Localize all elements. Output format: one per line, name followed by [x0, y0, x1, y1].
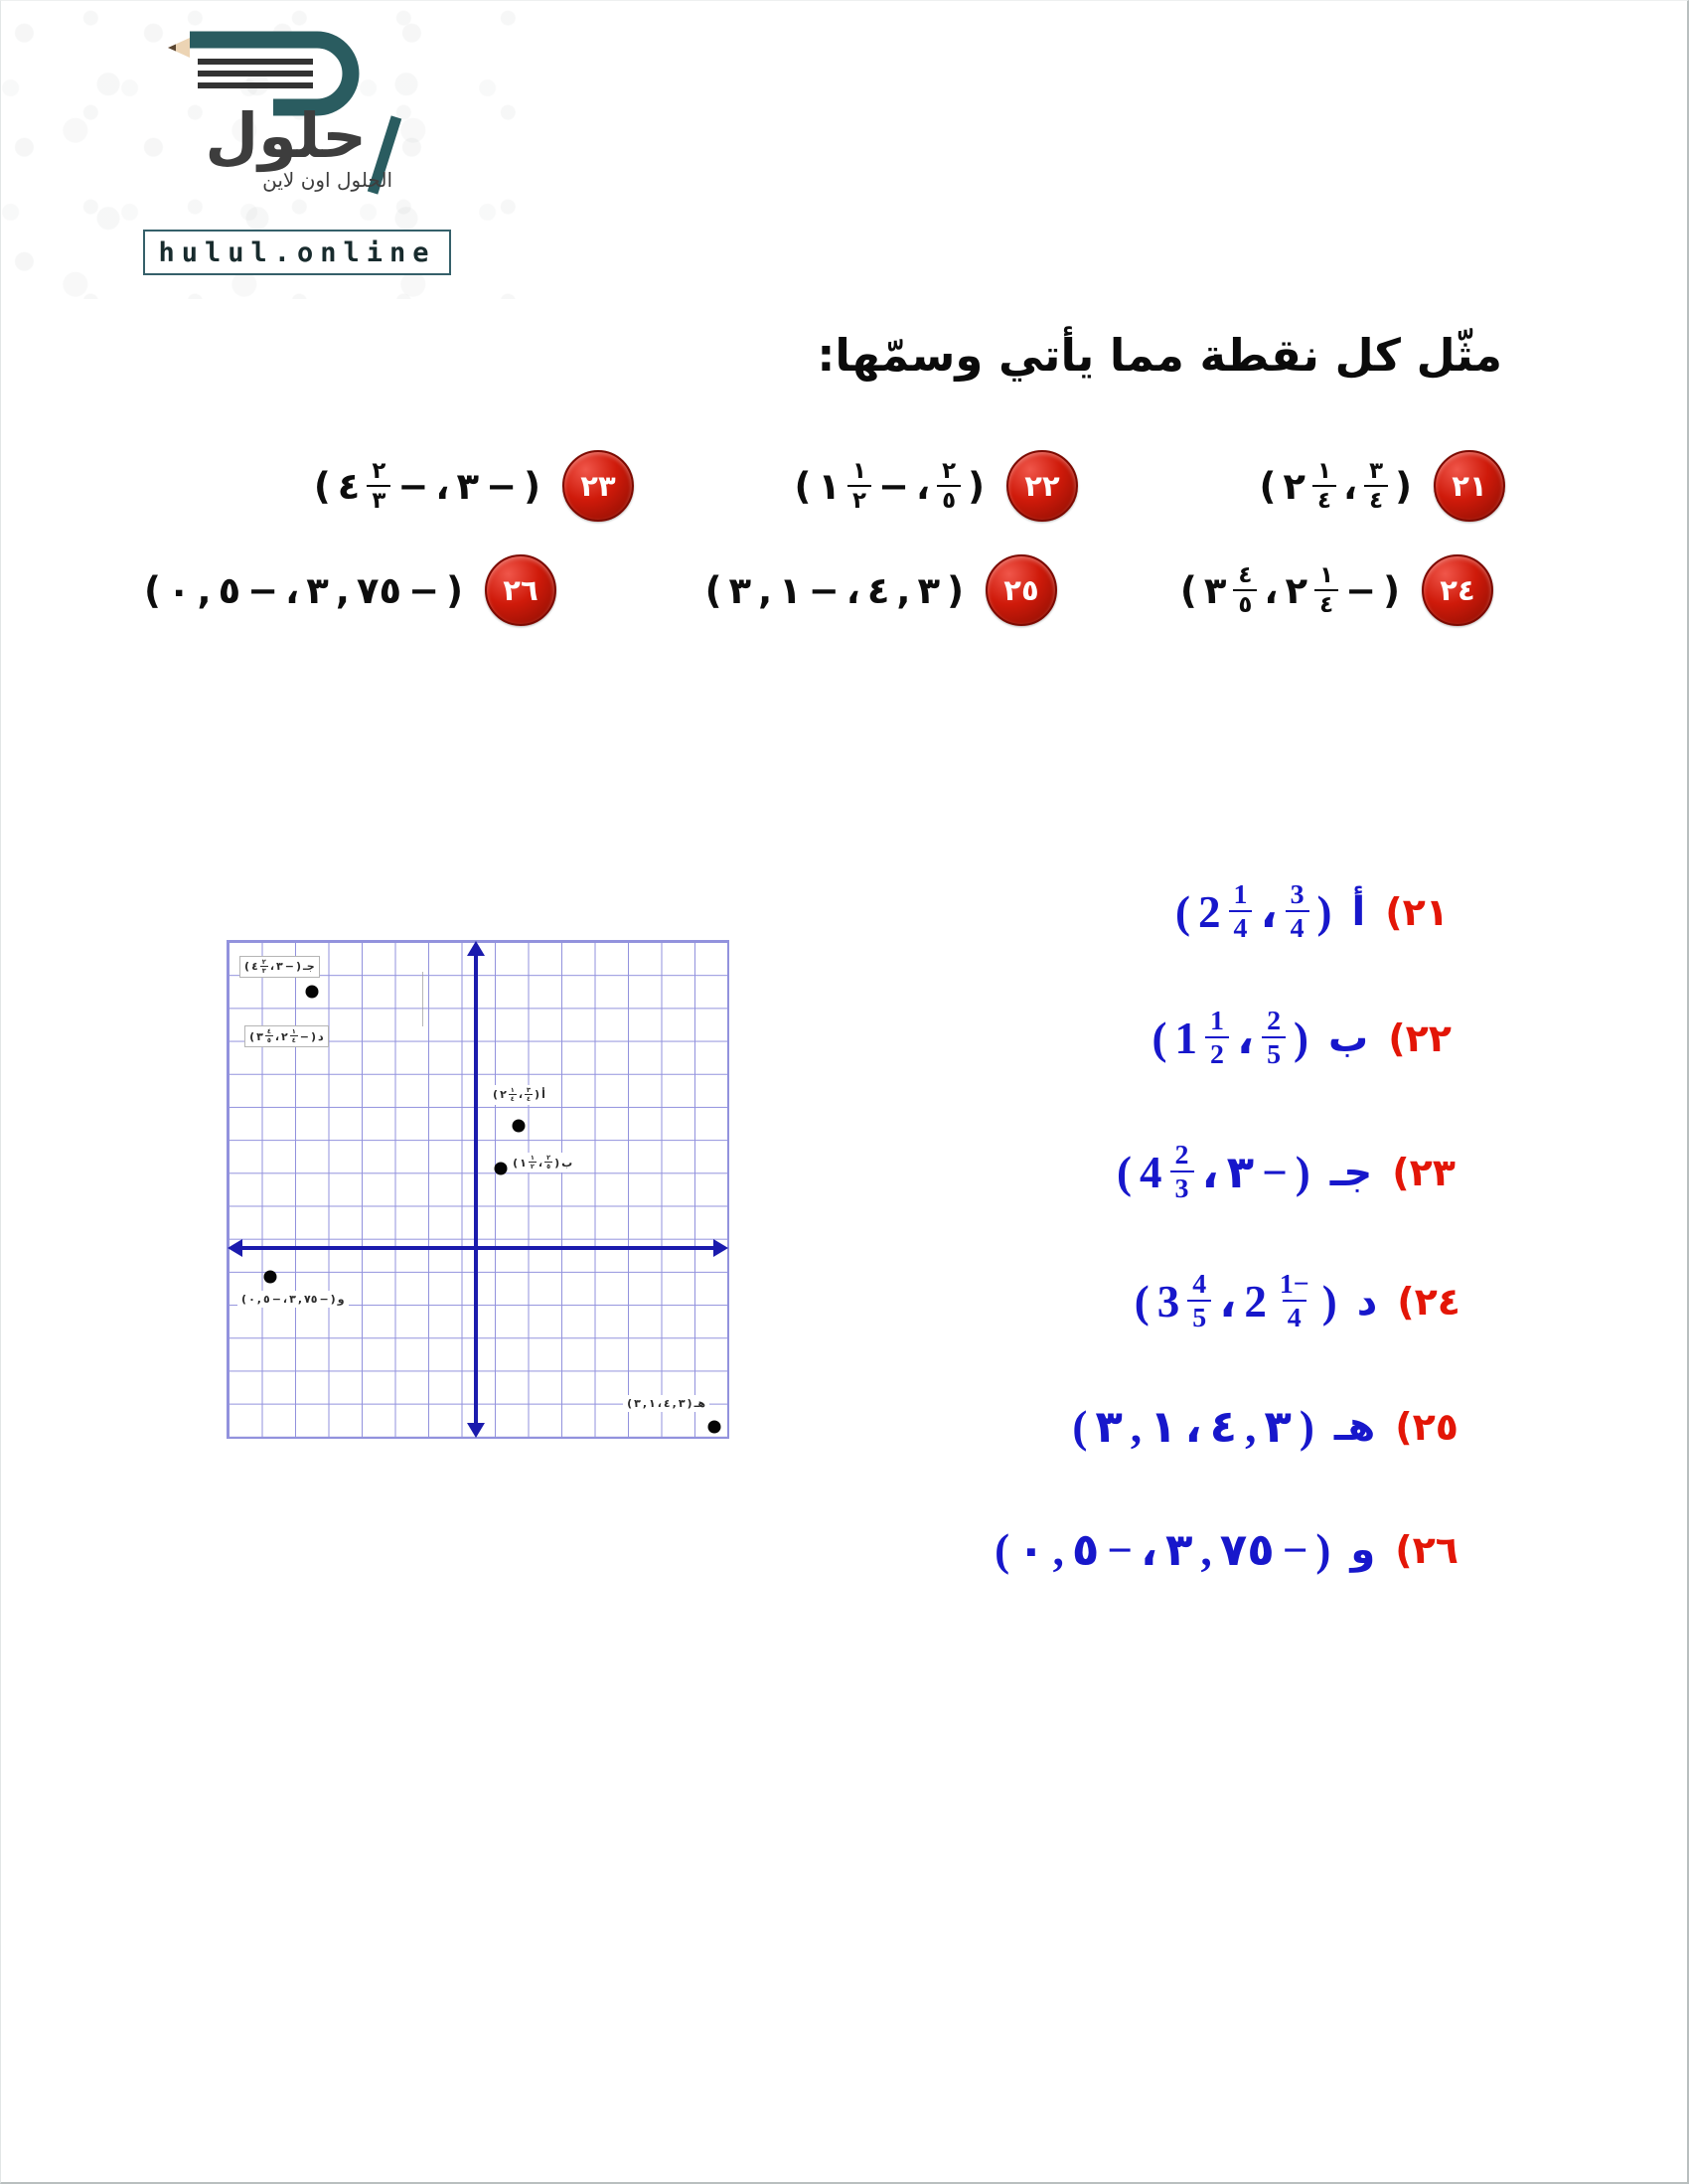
math-token: ١ [779, 568, 802, 612]
fraction: $\frac{١}{٤}$ [1312, 459, 1336, 512]
math-token: ( [1072, 1401, 1088, 1452]
math-token: ) [1395, 464, 1412, 508]
point-label-6 [623, 1395, 709, 1412]
math-token: 1 [1174, 1013, 1198, 1063]
fraction: $\frac{٢}{٥}$ [937, 459, 961, 512]
answer-26-number: (٢٦ [1395, 1527, 1459, 1572]
math-token: ( [143, 568, 161, 612]
plotted-point-3 [513, 1119, 526, 1132]
math-token: , [672, 1397, 677, 1411]
math-token: − [271, 1293, 281, 1307]
math-token: ٠ [167, 568, 191, 612]
fraction: $\frac{2}{3}$ [1170, 1141, 1194, 1204]
answer-24-letter: د [1356, 1278, 1378, 1325]
math-token: ٣ [276, 960, 283, 974]
fraction: $\frac{٤}{٥}$ [1233, 563, 1257, 616]
math-token: ) [446, 568, 463, 612]
math-token: ) [1321, 1276, 1337, 1326]
math-token: ٤ [663, 1397, 671, 1411]
math-token: ٣ [289, 1293, 296, 1307]
math-token: ) [687, 1397, 692, 1411]
problem-21 [1260, 450, 1506, 522]
math-token: ١ [818, 464, 841, 508]
math-token: , [642, 1397, 648, 1411]
plotted-point-4 [495, 1163, 508, 1175]
math-token: ( [704, 568, 722, 612]
answer-22-number: (٢٢ [1388, 1015, 1452, 1060]
question-prompt: مثّل كل نقطة مما يأتي وسمّها: [817, 329, 1502, 382]
math-token: − [408, 568, 440, 612]
math-token: ، [1260, 887, 1278, 938]
answer-21 [1175, 880, 1449, 944]
math-token: ٣ [456, 464, 480, 508]
math-token: ) [968, 464, 985, 508]
math-token: د [318, 1029, 324, 1043]
fraction: $\frac{٢}{٥}$ [546, 1154, 551, 1171]
point-label-4 [509, 1153, 576, 1172]
fraction: $\frac{3}{4}$ [1286, 880, 1309, 944]
math-token: ٣ [306, 568, 329, 612]
math-token: ، [1236, 1014, 1255, 1064]
plotted-point-5 [264, 1271, 277, 1284]
problem-25-expression [705, 569, 964, 612]
answer-24-number: (٢٤ [1397, 1279, 1460, 1324]
math-token: ٤ [866, 568, 890, 612]
problem-26-badge: ٢٦ [485, 554, 556, 626]
math-token: ) [1294, 1013, 1309, 1063]
math-token: ) [524, 464, 540, 508]
math-token: , [1130, 1401, 1143, 1452]
math-token: ) [311, 1029, 317, 1043]
hulul-logo-icon [150, 26, 448, 205]
logo-domain-text: hulul.online [158, 236, 436, 268]
math-token: ( [249, 1029, 255, 1043]
math-token: − [299, 1029, 309, 1043]
math-token: ( [513, 1156, 519, 1170]
point-label-5 [237, 1291, 349, 1308]
math-token: ١ [649, 1397, 656, 1411]
problem-24-badge: ٢٤ [1422, 554, 1493, 626]
math-token: ، [1184, 1402, 1202, 1452]
math-token: ٤ [251, 960, 258, 974]
math-token: ٥ [1071, 1525, 1100, 1575]
math-token: ، [1264, 568, 1279, 612]
math-token: 2 [1244, 1276, 1267, 1326]
math-token: ٧٥ [1219, 1525, 1275, 1575]
math-token: ( [995, 1524, 1010, 1575]
logo-area [1, 1, 528, 299]
answer-25-letter: هـ [1333, 1403, 1376, 1450]
math-token: − [1282, 1524, 1308, 1575]
problem-25-badge: ٢٥ [986, 554, 1057, 626]
math-token: , [896, 568, 911, 612]
math-token: ٢ [1283, 464, 1306, 508]
plotted-point-6 [707, 1421, 720, 1434]
problem-24-expression [1180, 563, 1400, 616]
math-token: ، [1343, 464, 1358, 508]
answer-25-expression [1072, 1400, 1313, 1453]
fraction: $\frac{١}{٢}$ [530, 1154, 535, 1171]
math-token: ب [561, 1156, 573, 1170]
math-token: ١ [520, 1156, 527, 1170]
math-token: جـ [302, 960, 315, 974]
scan-artifact-line [422, 972, 423, 1026]
math-token: ١ [1150, 1402, 1177, 1452]
math-token: ) [1315, 1524, 1331, 1575]
math-token: ، [1140, 1525, 1158, 1575]
answer-21-expression [1175, 880, 1332, 944]
math-token: − [878, 464, 910, 508]
math-token: ، [1219, 1277, 1237, 1327]
answer-24 [1135, 1270, 1460, 1333]
math-token: ، [282, 1293, 288, 1307]
math-token: 4 [1140, 1147, 1162, 1197]
fraction: $\frac{2}{5}$ [1262, 1007, 1286, 1070]
logo-domain-box [143, 230, 451, 275]
math-token: − [319, 1293, 329, 1307]
answer-22-letter: ب [1328, 1014, 1369, 1061]
math-token: − [1345, 568, 1377, 612]
math-token: ، [274, 1029, 280, 1043]
math-token: ) [1383, 568, 1400, 612]
math-token: ٣ [1203, 568, 1227, 612]
math-token: ٣ [1264, 1402, 1292, 1452]
math-token: − [397, 464, 429, 508]
math-token: ( [1117, 1147, 1133, 1197]
math-token: ٣ [728, 568, 752, 612]
math-token: ( [244, 960, 250, 974]
math-token: , [197, 568, 212, 612]
fraction: $\frac{١}{٤}$ [1314, 563, 1338, 616]
math-token: ٣ [1226, 1148, 1255, 1198]
answer-24-expression [1135, 1270, 1337, 1333]
math-token: ، [285, 568, 300, 612]
math-token: ) [1299, 1401, 1314, 1452]
fraction: $\frac{٣}{٤}$ [527, 1085, 532, 1103]
math-token: ( [1175, 886, 1190, 937]
x-axis-arrow-right-icon [713, 1239, 728, 1257]
answer-25-number: (٢٥ [1395, 1404, 1459, 1449]
answer-26-letter: و [1350, 1526, 1376, 1573]
answer-25 [1072, 1400, 1459, 1453]
problem-22-badge: ٢٢ [1006, 450, 1078, 522]
math-token: ٢ [500, 1088, 507, 1102]
math-token: − [486, 464, 518, 508]
math-token: ( [794, 464, 812, 508]
answer-23 [1117, 1141, 1456, 1204]
math-token: ٧٥ [304, 1293, 318, 1307]
math-token: − [1107, 1524, 1133, 1575]
math-token: , [758, 568, 773, 612]
math-token: ، [916, 464, 931, 508]
point-label-3 [489, 1085, 549, 1105]
x-axis-arrow-left-icon [228, 1239, 242, 1257]
answer-26-expression [995, 1523, 1330, 1576]
math-token: ٢ [1285, 568, 1308, 612]
math-token: ٣ [1165, 1525, 1193, 1575]
fraction: $\frac{٢}{٣}$ [367, 459, 390, 512]
math-token: 2 [1198, 886, 1221, 937]
problem-23-expression [314, 459, 540, 512]
math-token: ( [627, 1397, 633, 1411]
math-token: و [337, 1293, 345, 1307]
math-token: , [297, 1293, 302, 1307]
point-label-1 [239, 956, 320, 978]
math-token: − [1262, 1147, 1288, 1197]
math-token: ٤ [337, 464, 361, 508]
math-token: ( [241, 1293, 247, 1307]
math-token: ٢ [281, 1029, 288, 1043]
problem-26 [144, 554, 556, 626]
math-token: ٣ [1095, 1402, 1123, 1452]
math-token: , [335, 568, 350, 612]
logo-brand-text: حلول [205, 99, 367, 172]
fraction: $\frac{١}{٤}$ [510, 1085, 515, 1103]
answer-23-letter: جـ [1329, 1149, 1373, 1195]
problem-23 [314, 450, 634, 522]
math-token: ، [518, 1088, 523, 1102]
math-token: ) [554, 1156, 560, 1170]
problem-22-expression [794, 459, 985, 512]
math-token: ( [313, 464, 331, 508]
fraction: $\frac{1-}{4}$ [1279, 1269, 1309, 1334]
fraction: $\frac{1}{4}$ [1229, 880, 1253, 944]
math-token: ( [493, 1088, 499, 1102]
math-token: ، [845, 568, 860, 612]
y-axis-arrow-up-icon [467, 941, 485, 956]
y-axis [474, 954, 478, 1425]
math-token: ) [535, 1088, 540, 1102]
math-token: ، [657, 1397, 662, 1411]
coordinate-grid [227, 940, 729, 1439]
problem-22 [794, 450, 1078, 522]
math-token: ) [330, 1293, 336, 1307]
math-token: , [1200, 1524, 1212, 1575]
problem-23-badge: ٢٣ [562, 450, 634, 522]
problem-21-expression [1260, 459, 1413, 512]
answer-23-number: (٢٣ [1392, 1150, 1456, 1194]
math-token: ( [1134, 1276, 1150, 1326]
problem-25 [705, 554, 1057, 626]
logo-subtitle-text: الحلول اون لاين [262, 168, 392, 192]
math-token: ٠ [1017, 1525, 1045, 1575]
point-label-2 [244, 1025, 329, 1047]
math-token: ٣ [917, 568, 941, 612]
math-token: , [1245, 1401, 1257, 1452]
problem-21-badge: ٢١ [1434, 450, 1505, 522]
math-token: − [284, 960, 294, 974]
math-token: ( [1259, 464, 1277, 508]
fraction: $\frac{١}{٤}$ [291, 1027, 296, 1045]
answer-26 [995, 1523, 1459, 1576]
math-token: − [808, 568, 840, 612]
math-token: ، [269, 960, 274, 974]
x-axis [238, 1246, 717, 1250]
math-token: ٥ [218, 568, 241, 612]
fraction: $\frac{4}{5}$ [1187, 1270, 1211, 1333]
y-axis-arrow-down-icon [467, 1423, 485, 1438]
math-token: ، [1201, 1148, 1219, 1198]
answer-21-letter: أ [1351, 888, 1366, 935]
math-token: ، [537, 1156, 543, 1170]
math-token: ( [1152, 1013, 1167, 1063]
math-token: ٣ [256, 1029, 263, 1043]
math-token: هـ [693, 1397, 705, 1411]
answer-22-expression [1152, 1007, 1309, 1070]
math-token: ٣ [634, 1397, 641, 1411]
math-token: ٤ [1209, 1402, 1238, 1452]
math-token: 3 [1156, 1276, 1180, 1326]
math-token: أ [541, 1088, 545, 1102]
math-token: ) [947, 568, 964, 612]
problem-26-expression [144, 569, 463, 612]
fraction: $\frac{٣}{٤}$ [1364, 459, 1388, 512]
fraction: $\frac{١}{٢}$ [847, 459, 871, 512]
math-token: ، [435, 464, 450, 508]
math-token: ٥ [262, 1293, 270, 1307]
math-token: , [256, 1293, 261, 1307]
fraction: $\frac{1}{2}$ [1205, 1007, 1229, 1070]
math-token: ( [1179, 568, 1197, 612]
math-token: ٠ [248, 1293, 255, 1307]
plotted-point-1 [305, 985, 318, 998]
math-token: , [1052, 1524, 1064, 1575]
math-token: ) [295, 960, 301, 974]
answer-23-expression [1117, 1141, 1310, 1204]
fraction: $\frac{٤}{٥}$ [266, 1027, 271, 1045]
math-token: − [247, 568, 279, 612]
math-token: ) [1316, 886, 1332, 937]
answer-21-number: (٢١ [1385, 889, 1449, 934]
problem-24 [1180, 554, 1493, 626]
fraction: $\frac{٢}{٣}$ [261, 957, 266, 975]
math-token: ٧٥ [356, 568, 402, 612]
answer-22 [1152, 1007, 1452, 1070]
math-token: ٣ [678, 1397, 686, 1411]
math-token: ) [1295, 1147, 1310, 1197]
